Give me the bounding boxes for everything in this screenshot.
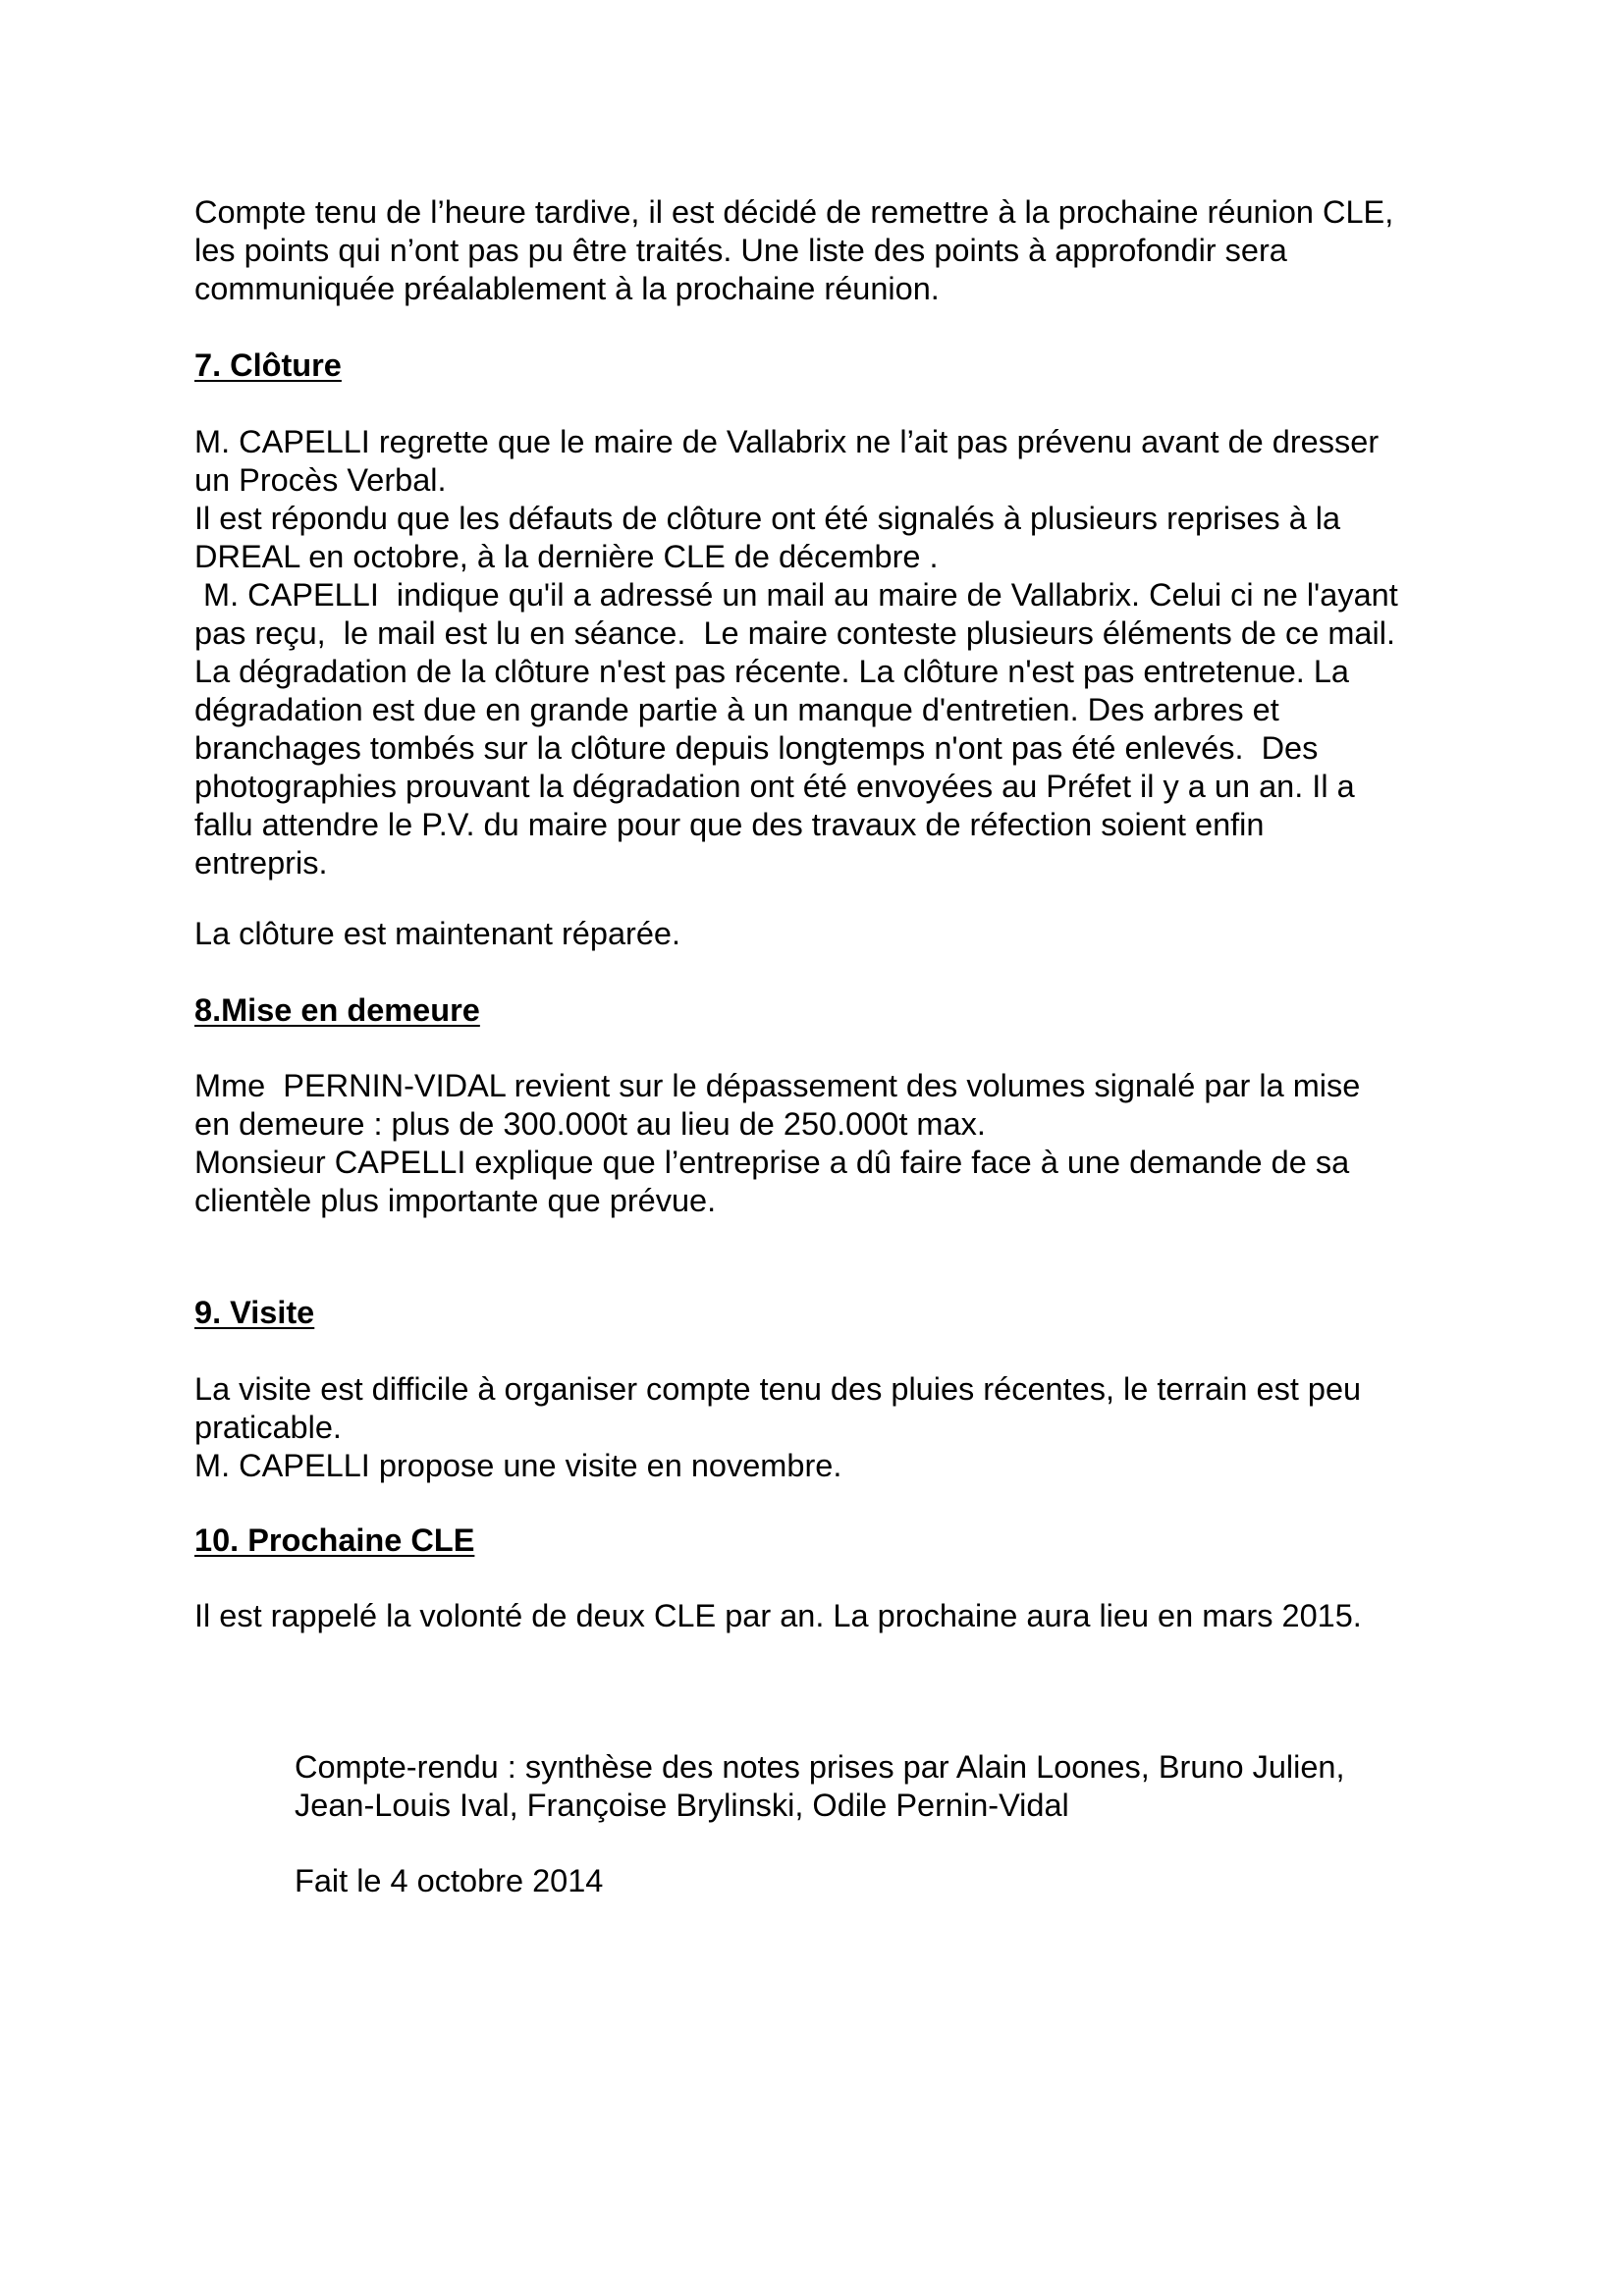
section-9-line: La visite est difficile à organiser compte tenu des pluies récentes, le terrain est peu xyxy=(194,1371,1362,1407)
section-9-heading: 9. Visite xyxy=(194,1295,315,1330)
section-7-line: dégradation est due en grande partie à un manque d'entretien. Des arbres et xyxy=(194,692,1279,727)
section-8-heading: 8.Mise en demeure xyxy=(194,992,480,1028)
section-7-closing-line: La clôture est maintenant réparée. xyxy=(194,916,681,951)
section-7-line: un Procès Verbal. xyxy=(194,462,447,498)
section-7-line: branchages tombés sur la clôture depuis longtemps n'ont pas été enlevés. Des xyxy=(194,730,1319,766)
section-7-paragraph xyxy=(194,423,1471,882)
section-7-line: fallu attendre le P.V. du maire pour que des travaux de réfection soient enfin xyxy=(194,807,1265,842)
intro-line: les points qui n’ont pas pu être traités. Une liste des points à approfondir sera xyxy=(194,233,1287,268)
section-9-line: praticable. xyxy=(194,1410,342,1445)
section-8-line: Mme PERNIN-VIDAL revient sur le dépassement des volumes signalé par la mise xyxy=(194,1068,1361,1103)
section-9-paragraph xyxy=(194,1370,1471,1485)
date-block xyxy=(295,1862,1571,1900)
intro-line: Compte tenu de l’heure tardive, il est décidé de remettre à la prochaine réunion CLE, xyxy=(194,194,1394,230)
section-7-line: photographies prouvant la dégradation ont été envoyées au Préfet il y a un an. Il a xyxy=(194,769,1355,804)
section-8-paragraph xyxy=(194,1067,1471,1220)
section-10-paragraph xyxy=(194,1597,1471,1635)
section-7-line: Il est répondu que les défauts de clôture ont été signalés à plusieurs reprises à la xyxy=(194,501,1341,536)
section-7-line: La dégradation de la clôture n'est pas récente. La clôture n'est pas entretenue. La xyxy=(194,654,1349,689)
signature-line: Compte-rendu : synthèse des notes prises par Alain Loones, Bruno Julien, xyxy=(295,1749,1345,1785)
section-7-heading-block xyxy=(194,347,1471,385)
section-8-line: clientèle plus importante que prévue. xyxy=(194,1183,717,1218)
section-8-heading-block xyxy=(194,991,1471,1030)
section-7-line: DREAL en octobre, à la dernière CLE de décembre . xyxy=(194,539,939,574)
section-9-heading-block xyxy=(194,1294,1471,1332)
section-10-line: Il est rappelé la volonté de deux CLE par an. La prochaine aura lieu en mars 2015. xyxy=(194,1598,1362,1633)
signature-line: Jean-Louis Ival, Françoise Brylinski, Odile Pernin-Vidal xyxy=(295,1788,1069,1823)
intro-line: communiquée préalablement à la prochaine réunion. xyxy=(194,271,940,306)
section-8-line: en demeure : plus de 300.000t au lieu de 250.000t max. xyxy=(194,1106,986,1142)
intro-paragraph xyxy=(194,193,1471,308)
section-10-heading-block xyxy=(194,1522,1471,1560)
signature-block xyxy=(295,1748,1571,1825)
section-7-line: M. CAPELLI indique qu'il a adressé un mail au maire de Vallabrix. Celui ci ne l'ayant xyxy=(194,577,1398,613)
section-9-line: M. CAPELLI propose une visite en novembre. xyxy=(194,1448,842,1483)
section-7-line: entrepris. xyxy=(194,845,328,881)
section-7-heading: 7. Clôture xyxy=(194,347,342,383)
section-8-line: Monsieur CAPELLI explique que l’entreprise a dû faire face à une demande de sa xyxy=(194,1145,1350,1180)
section-10-heading: 10. Prochaine CLE xyxy=(194,1522,475,1558)
section-7-line: pas reçu, le mail est lu en séance. Le maire conteste plusieurs éléments de ce mail. xyxy=(194,615,1395,651)
section-7-closing xyxy=(194,915,1471,953)
section-7-line: M. CAPELLI regrette que le maire de Vallabrix ne l’ait pas prévenu avant de dresser xyxy=(194,424,1380,459)
document-date: Fait le 4 octobre 2014 xyxy=(295,1863,604,1898)
